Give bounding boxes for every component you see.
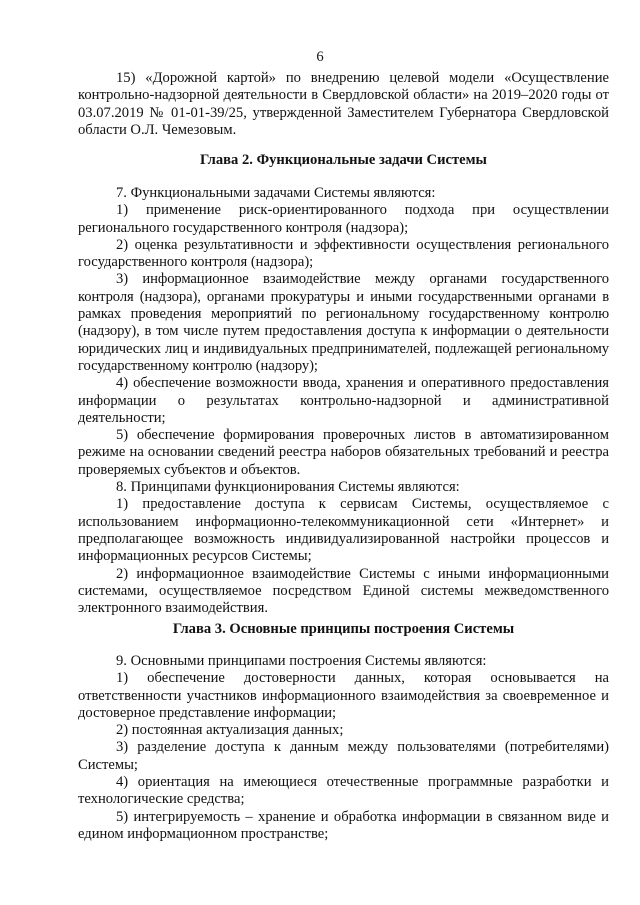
paragraph: 1) предоставление доступа к сервисам Системы, осуществляемое с использованием информационно-телекоммуникационной сети «Интернет» и предполагающее возможность индивидуализированной настройки процессов и информационных ресурсов Системы; bbox=[78, 496, 609, 565]
chapter-3-heading: Глава 3. Основные принципы построения Системы bbox=[172, 621, 515, 637]
paragraph: 5) обеспечение формирования проверочных листов в автоматизированном режиме на основании сведений реестра наборов обязательных требований и реестра проверяемых субъектов и объектов. bbox=[78, 427, 609, 478]
paragraph: 2) оценка результативности и эффективности осуществления регионального государственного контроля (надзора); bbox=[78, 236, 609, 271]
paragraph: 9. Основными принципами построения Системы являются: bbox=[116, 653, 487, 669]
paragraph: 2) информационное взаимодействие Системы с иными информационными системами, осуществляемое посредством Единой системы межведомственного электронного взаимодействия. bbox=[78, 565, 609, 617]
paragraph: 5) интегрируемость – хранение и обработка информации в связанном виде и едином информационном пространстве; bbox=[78, 808, 609, 842]
chapter-3-body bbox=[78, 653, 609, 843]
paragraph: 4) обеспечение возможности ввода, хранения и оперативного предоставления информации о результатах контрольно-надзорной и административной деятельности; bbox=[78, 375, 609, 426]
paragraph: 15) «Дорожной картой» по внедрению целевой модели «Осуществление контрольно-надзорной деятельности в Свердловской области» на 2019–2020 годы от 03.07.2019 № 01-01-39/25, утвержденной Заместителем Губернатора Свердловской области О.Л. Чемезовым. bbox=[78, 70, 609, 138]
paragraph: 7. Функциональными задачами Системы являются: bbox=[116, 185, 436, 201]
chapter-2-body bbox=[78, 185, 609, 617]
paragraph: 3) информационное взаимодействие между органами государственного контроля (надзора), органами прокуратуры и иными государственными органами в рамках проведения мероприятий по региональному государственному контролю (надзору), в том числе путем предоставления доступа к информации о деятельности юридических лиц и индивидуальных предпринимателей, подлежащей региональному государственному контролю (надзору); bbox=[78, 271, 609, 374]
paragraph: 2) постоянная актуализация данных; bbox=[116, 722, 344, 739]
paragraph: 3) разделение доступа к данным между пользователями (потребителями) Системы; bbox=[78, 739, 609, 773]
section-1-tail bbox=[78, 70, 609, 139]
paragraph: 1) применение риск-ориентированного подхода при осуществлении регионального государственного контроля (надзора); bbox=[78, 202, 609, 236]
page-number: 6 bbox=[316, 49, 324, 65]
paragraph: 8. Принципами функционирования Системы являются: bbox=[116, 479, 460, 496]
paragraph: 4) ориентация на имеющиеся отечественные программные разработки и технологические средства; bbox=[78, 774, 609, 808]
chapter-2-heading: Глава 2. Функциональные задачи Системы bbox=[200, 152, 487, 168]
paragraph: 1) обеспечение достоверности данных, которая основывается на ответственности участников информационного взаимодействия за своевременное и достоверное представление информации; bbox=[78, 670, 609, 721]
